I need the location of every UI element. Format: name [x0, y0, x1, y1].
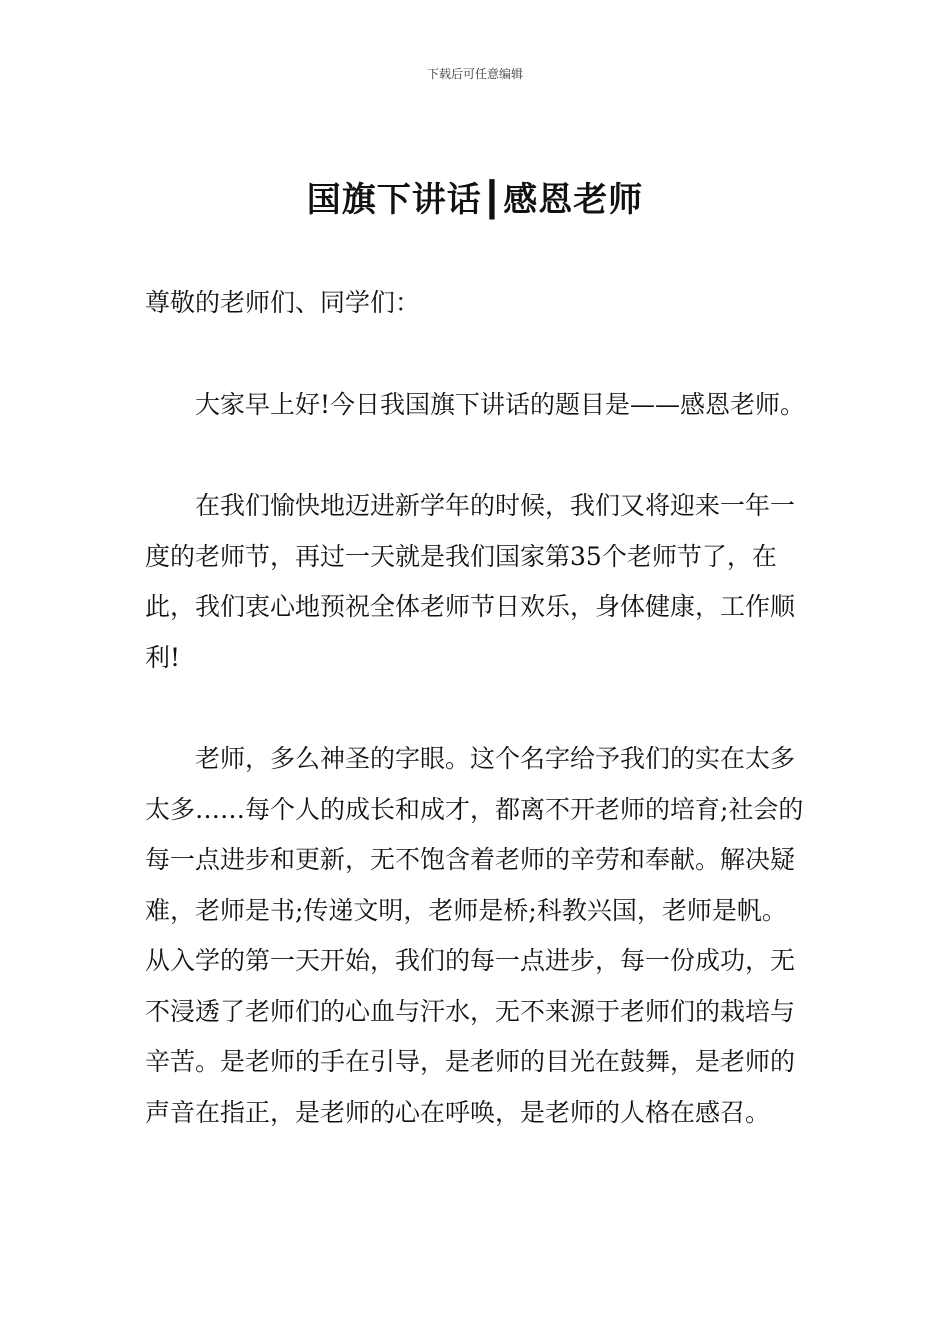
salutation: 尊敬的老师们、同学们： [145, 288, 421, 317]
header-note: 下载后可任意编辑 [426, 67, 523, 81]
document-title: 国旗下讲话┃感恩老师 [306, 180, 644, 220]
paragraph-gratitude: 老师，多么神圣的字眼。这个名字给予我们的实在太多太多……每个人的成长和成才，都离不开老师的培育;社会的每一点进步和更新，无不饱含着老师的辛劳和奉献。解决疑难，老师是书;传递文明，老师是桥;科教兴国，老师是帆。从入学的第一天开始，我们的每一点进步，每一份成功，无不浸透了老师们的心血与汗水，无不来源于老师们的栽培与辛苦。是老师的手在引导，是老师的目光在鼓舞，是老师的声音在指正，是老师的心在呼唤，是老师的人格在感召。 [145, 744, 804, 1127]
paragraph-teachers-day: 在我们愉快地迈进新学年的时候，我们又将迎来一年一度的老师节，再过一天就是我们国家第35个老师节了，在此，我们衷心地预祝全体老师节日欢乐，身体健康，工作顺利! [145, 491, 796, 672]
paragraph-greeting: 大家早上好!今日我国旗下讲话的题目是——感恩老师。 [195, 389, 806, 419]
document-body [145, 278, 807, 1189]
